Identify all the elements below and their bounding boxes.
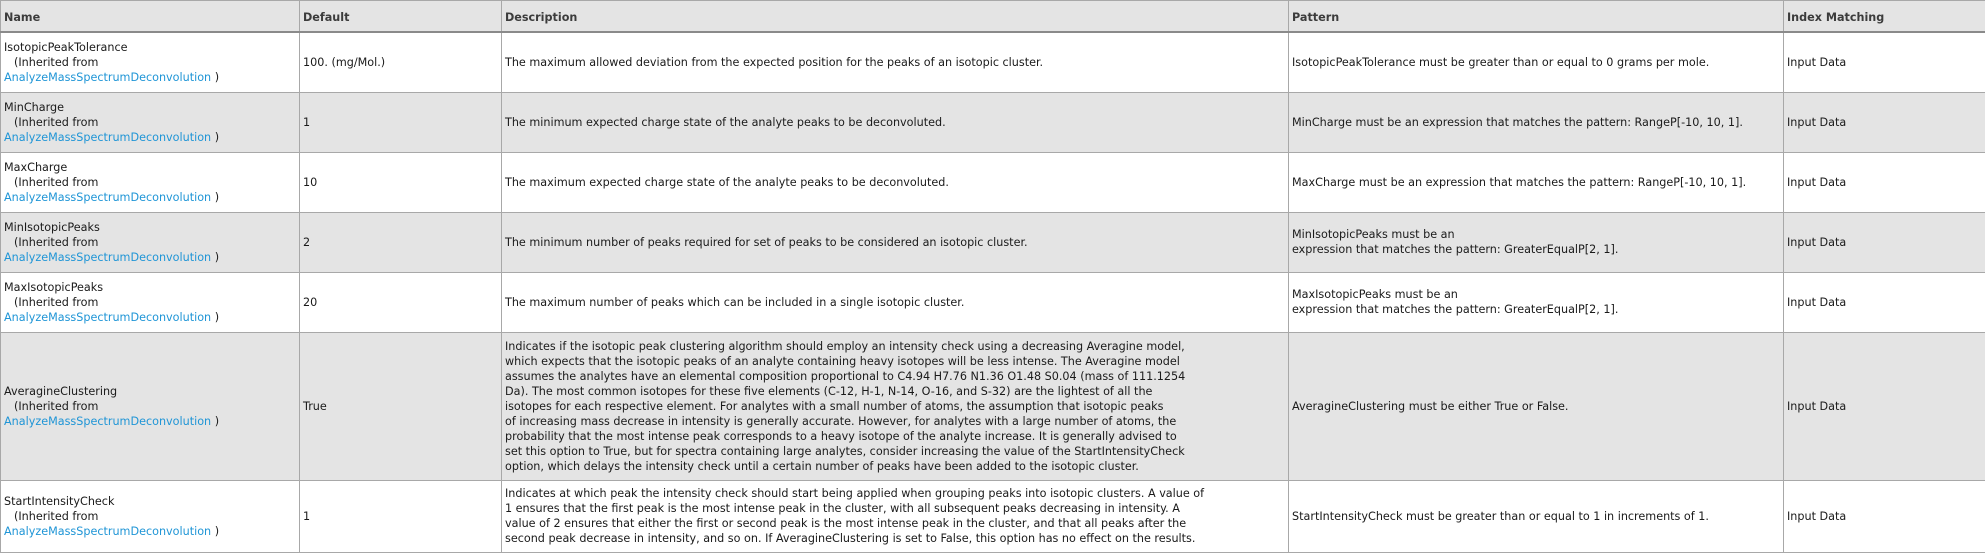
inherited-note (4, 295, 296, 310)
inherited-suffix: ) (214, 414, 220, 428)
cell-pattern: StartIntensityCheck must be greater than or equal to 1 in increments of 1. (1289, 480, 1784, 552)
inherited-note (4, 55, 296, 70)
cell-index-matching: Input Data (1784, 92, 1985, 152)
inherited-prefix: (Inherited from (14, 235, 99, 249)
option-name: StartIntensityCheck (4, 494, 115, 508)
cell-default: 20 (300, 272, 502, 332)
inherited-link[interactable]: AnalyzeMassSpectrumDeconvolution (4, 310, 212, 324)
inherited-suffix: ) (214, 70, 220, 84)
inherited-link[interactable]: AnalyzeMassSpectrumDeconvolution (4, 190, 212, 204)
table-row (1, 92, 1985, 152)
inherited-link[interactable]: AnalyzeMassSpectrumDeconvolution (4, 250, 212, 264)
table-body (1, 32, 1985, 552)
cell-index-matching: Input Data (1784, 332, 1985, 480)
inherited-prefix: (Inherited from (14, 55, 99, 69)
cell-description: The maximum allowed deviation from the expected position for the peaks of an isotopic cluster. (502, 32, 1289, 92)
header-index-matching: Index Matching (1784, 1, 1985, 33)
option-name: MaxIsotopicPeaks (4, 280, 104, 294)
cell-name (1, 92, 300, 152)
inherited-line (4, 71, 219, 84)
option-name: MinIsotopicPeaks (4, 220, 100, 234)
inherited-prefix: (Inherited from (14, 399, 99, 413)
cell-description: Indicates if the isotopic peak clustering algorithm should employ an intensity check using a decreasing Averagine model, which expects that the isotopic peaks of an analyte containing heavy isotopes will be less intense. The Averagine model assumes the analytes have an elemental composition proportional to C4.94 H7.76 N1.36 O1.48 S0.04 (mass of 111.1254 Da). The most common isotopes for these five elements (C-12, H-1, N-14, O-16, and S-32) are the lightest of all the isotopes for each respective element. For analytes with a small number of atoms, the assumption that isotopic peaks of increasing mass decrease in intensity is generally accurate. However, for analytes with a large number of atoms, the probability that the most intense peak corresponds to a heavy isotope of the analyte increase. It is generally advised to set this option to True, but for spectra containing large analytes, consider increasing the value of the StartIntensityCheck option, which delays the intensity check until a certain number of peaks have been added to the isotopic cluster. (502, 332, 1289, 480)
inherited-note (4, 509, 296, 524)
cell-name (1, 480, 300, 552)
inherited-line (4, 251, 219, 264)
cell-description: The minimum expected charge state of the analyte peaks to be deconvoluted. (502, 92, 1289, 152)
inherited-line (4, 525, 219, 538)
cell-default: True (300, 332, 502, 480)
cell-index-matching: Input Data (1784, 212, 1985, 272)
inherited-link[interactable]: AnalyzeMassSpectrumDeconvolution (4, 524, 212, 538)
inherited-suffix: ) (214, 190, 220, 204)
cell-index-matching: Input Data (1784, 32, 1985, 92)
cell-description: The maximum expected charge state of the analyte peaks to be deconvoluted. (502, 152, 1289, 212)
inherited-note (4, 399, 296, 414)
cell-name (1, 212, 300, 272)
table-row (1, 212, 1985, 272)
cell-index-matching: Input Data (1784, 272, 1985, 332)
inherited-link[interactable]: AnalyzeMassSpectrumDeconvolution (4, 70, 212, 84)
inherited-link[interactable]: AnalyzeMassSpectrumDeconvolution (4, 130, 212, 144)
cell-pattern: IsotopicPeakTolerance must be greater than or equal to 0 grams per mole. (1289, 32, 1784, 92)
cell-pattern: MinCharge must be an expression that matches the pattern: RangeP[-10, 10, 1]. (1289, 92, 1784, 152)
cell-default: 1 (300, 480, 502, 552)
table-row (1, 272, 1985, 332)
cell-description: Indicates at which peak the intensity check should start being applied when grouping peaks into isotopic clusters. A value of 1 ensures that the first peak is the most intense peak in the cluster, with all subsequent peaks decreasing in intensity. A value of 2 ensures that either the first or second peak is the most intense peak in the cluster, and that all peaks after the second peak decrease in intensity, and so on. If AveragineClustering is set to False, this option has no effect on the results. (502, 480, 1289, 552)
cell-description: The maximum number of peaks which can be included in a single isotopic cluster. (502, 272, 1289, 332)
header-default: Default (300, 1, 502, 33)
inherited-line (4, 311, 219, 324)
inherited-link[interactable]: AnalyzeMassSpectrumDeconvolution (4, 414, 212, 428)
cell-name (1, 332, 300, 480)
cell-pattern: AveragineClustering must be either True or False. (1289, 332, 1784, 480)
inherited-prefix: (Inherited from (14, 175, 99, 189)
cell-default: 10 (300, 152, 502, 212)
header-name: Name (1, 1, 300, 33)
option-name: AveragineClustering (4, 384, 118, 398)
inherited-note (4, 235, 296, 250)
cell-index-matching: Input Data (1784, 152, 1985, 212)
inherited-line (4, 415, 219, 428)
inherited-line (4, 131, 219, 144)
option-name: MinCharge (4, 100, 64, 114)
cell-index-matching: Input Data (1784, 480, 1985, 552)
cell-pattern: MaxIsotopicPeaks must be an expression that matches the pattern: GreaterEqualP[2, 1]. (1289, 272, 1784, 332)
inherited-prefix: (Inherited from (14, 509, 99, 523)
inherited-suffix: ) (214, 524, 220, 538)
option-name: IsotopicPeakTolerance (4, 40, 128, 54)
cell-name (1, 32, 300, 92)
table-header (1, 1, 1985, 33)
inherited-line (4, 191, 219, 204)
inherited-suffix: ) (214, 130, 220, 144)
cell-default: 100. (mg/Mol.) (300, 32, 502, 92)
inherited-note (4, 175, 296, 190)
inherited-suffix: ) (214, 250, 220, 264)
cell-name (1, 152, 300, 212)
inherited-prefix: (Inherited from (14, 295, 99, 309)
inherited-suffix: ) (214, 310, 220, 324)
cell-pattern: MaxCharge must be an expression that matches the pattern: RangeP[-10, 10, 1]. (1289, 152, 1784, 212)
header-pattern: Pattern (1289, 1, 1784, 33)
cell-description: The minimum number of peaks required for set of peaks to be considered an isotopic cluster. (502, 212, 1289, 272)
option-name: MaxCharge (4, 160, 68, 174)
table-row (1, 332, 1985, 480)
table-row (1, 32, 1985, 92)
header-description: Description (502, 1, 1289, 33)
inherited-note (4, 115, 296, 130)
cell-default: 2 (300, 212, 502, 272)
cell-pattern: MinIsotopicPeaks must be an expression that matches the pattern: GreaterEqualP[2, 1]. (1289, 212, 1784, 272)
inherited-prefix: (Inherited from (14, 115, 99, 129)
table-row (1, 152, 1985, 212)
table-row (1, 480, 1985, 552)
cell-name (1, 272, 300, 332)
cell-default: 1 (300, 92, 502, 152)
